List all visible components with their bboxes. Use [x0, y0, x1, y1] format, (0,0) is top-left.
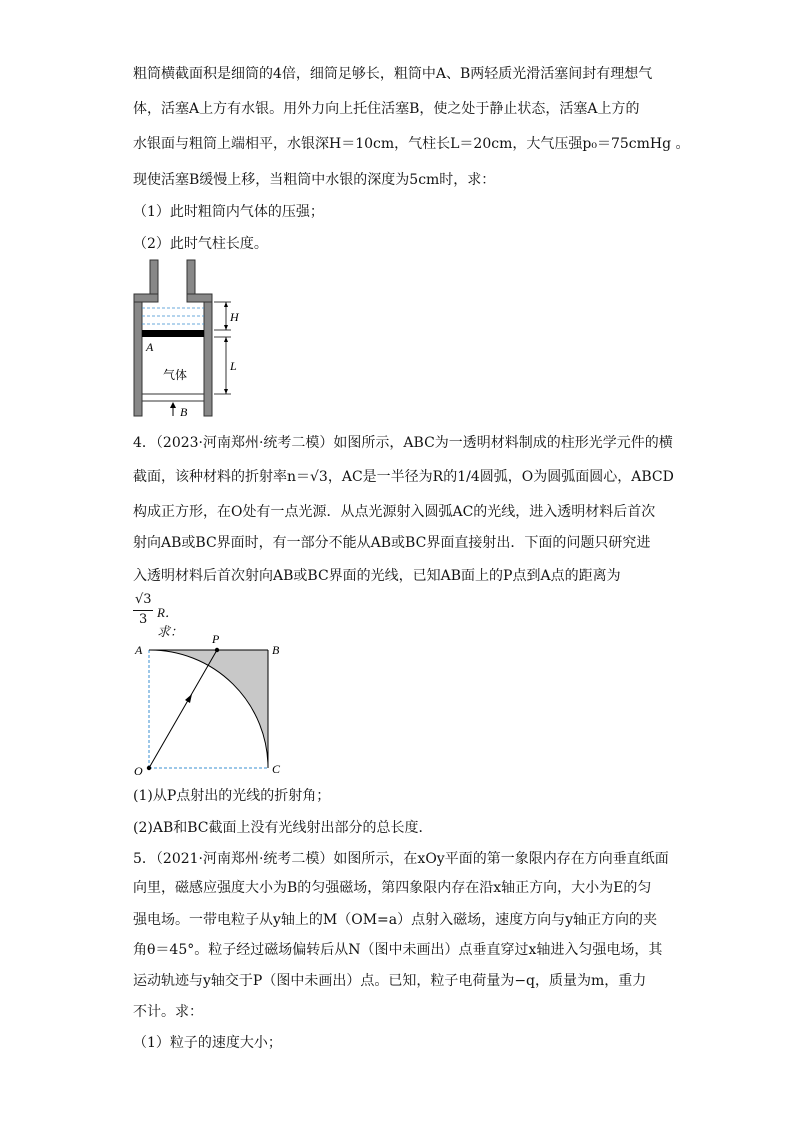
p3-line-2: 体，活塞A上方有水银。用外力向上托住活塞B，使之处于静止状态，活塞A上方的 — [133, 101, 640, 117]
p3-line-1: 粗筒横截面积是细筒的4倍，细筒足够长，粗筒中A、B两轻质光滑活塞间封有理想气 — [133, 66, 653, 82]
p3-question-2: （2）此时气柱长度。 — [133, 236, 268, 252]
p3-line-3: 水银面与粗筒上端相平，水银深H＝10cm，气柱长L＝20cm，大气压强p₀＝75cmHg 。 — [133, 136, 690, 152]
cylinder-top-left — [134, 294, 158, 302]
point-o — [147, 766, 151, 770]
label-b: B — [180, 405, 188, 418]
cylinder-top-right — [187, 294, 212, 302]
label-o: O — [134, 764, 143, 777]
fraction-denominator: 3 — [139, 612, 148, 627]
thin-tube-left-wall — [150, 260, 158, 294]
thin-tube-right-wall — [187, 260, 195, 294]
p3-question-1: （1）此时粗筒内气体的压强； — [133, 204, 324, 220]
p4-question-1: (1)从P点射出的光线的折射角； — [133, 788, 331, 804]
piston-a — [142, 330, 204, 337]
cylinder-left-wall — [134, 302, 142, 416]
p5-line-5: 运动轨迹与y轴交于P（图中未画出）点。已知，粒子电荷量为−q，质量为m，重力 — [133, 973, 647, 989]
p4-line-3: 构成正方形，在O处有一点光源．从点光源射入圆弧AC的光线，进入透明材料后首次 — [133, 504, 656, 520]
fraction-tail: R．求： — [157, 605, 184, 639]
fraction-sqrt3-over-3 — [133, 592, 184, 639]
p5-line-3: 强电场。一带电粒子从y轴上的M（OM=a）点射入磁场，速度方向与y轴正方向的夹 — [133, 912, 658, 928]
p4-line-2: 截面，该种材料的折射率n＝√3，AC是一半径为R的1/4圆弧，O为圆弧面圆心，ABCD — [133, 469, 674, 485]
push-arrow-head — [170, 402, 176, 408]
shaded-region — [149, 650, 268, 768]
p3-line-4: 现使活塞B缓慢上移，当粗筒中水银的深度为5cm时，求： — [133, 172, 496, 188]
quarter-circle-figure — [130, 632, 290, 777]
cylinder-figure — [125, 258, 255, 418]
point-p — [215, 648, 219, 652]
ray-arrow-head — [185, 694, 192, 703]
p5-question-1: （1）粒子的速度大小； — [133, 1035, 282, 1051]
label-gas: 气体 — [163, 368, 188, 382]
piston-b — [142, 394, 204, 401]
p5-line-4: 角θ＝45°。粒子经过磁场偏转后从N（图中未画出）点垂直穿过x轴进入匀强电场，其 — [133, 942, 663, 958]
cylinder-right-wall — [204, 302, 212, 416]
label-a: A — [146, 340, 154, 354]
p5-line-6: 不计。求： — [133, 1004, 203, 1020]
p4-line-5: 入透明材料后首次射向AB或BC界面的光线，已知AB面上的P点到A点的距离为 — [133, 568, 621, 584]
label-b: B — [272, 643, 280, 657]
p4-question-2: (2)AB和BC截面上没有光线射出部分的总长度． — [133, 820, 433, 836]
p4-line-4: 射向AB或BC界面时，有一部分不能从AB或BC界面直接射出．下面的问题只研究进 — [133, 535, 651, 551]
fraction-numerator: √3 — [135, 592, 152, 607]
light-ray — [149, 650, 217, 768]
p5-line-1: 5．（2021·河南郑州·统考二模）如图所示，在xOy平面的第一象限内存在方向垂直纸面 — [133, 851, 669, 867]
label-l: L — [230, 359, 237, 373]
label-p: P — [212, 632, 220, 646]
label-a: A — [135, 643, 143, 657]
p4-line-1: 4．（2023·河南郑州·统考二模）如图所示，ABC为一透明材料制成的柱形光学元件的横 — [133, 435, 673, 451]
label-h: H — [230, 310, 239, 324]
label-c: C — [272, 762, 281, 776]
p5-line-2: 向里，磁感应强度大小为B的匀强磁场，第四象限内存在沿x轴正方向，大小为E的匀 — [133, 880, 652, 896]
